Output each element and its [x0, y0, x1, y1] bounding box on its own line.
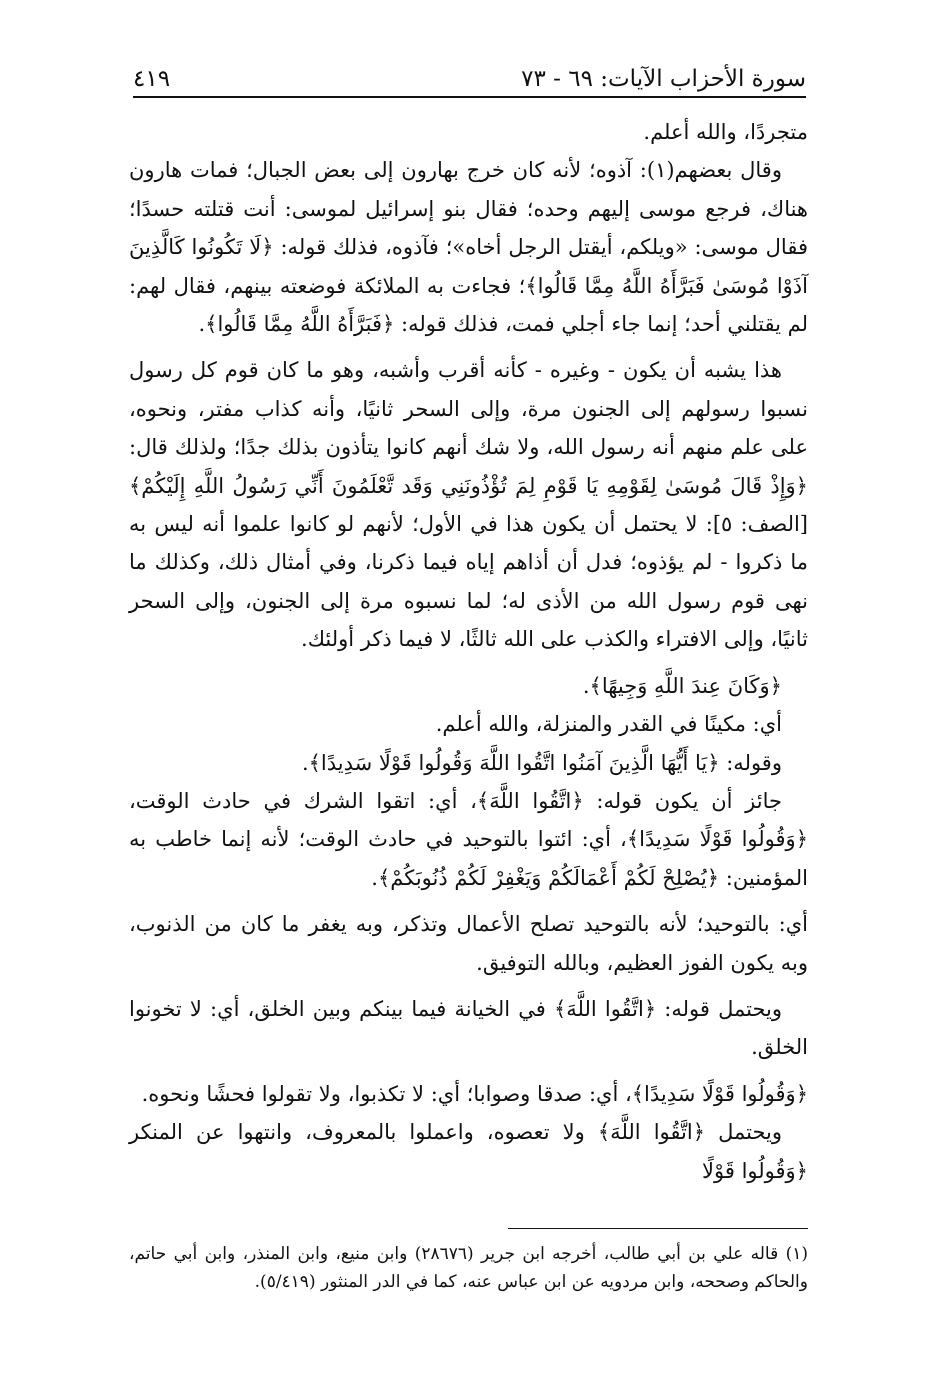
paragraph: هذا يشبه أن يكون - وغيره - كأنه أقرب وأشبه، وهو ما كان قوم كل رسول نسبوا رسولهم إلى الجنون مرة، وإلى السحر ثانيًا، وأنه كذاب مفتر، ونحوه، على علم منهم أنه رسول الله، ولا شك أنهم كانوا يتأذون بذلك جدًا؛ ولذلك قال: ﴿وَإِذْ قَالَ مُوسَىٰ لِقَوْمِهِ يَا قَوْمِ لِمَ تُؤْذُونَنِي وَقَد تَّعْلَمُونَ أَنِّي رَسُولُ اللَّهِ إِلَيْكُمْ﴾ [الصف: ٥]: لا يحتمل أن يكون هذا في الأول؛ لأنهم لو كانوا علموا أنه ليس به ما ذكروا - لم يؤذوه؛ فدل أن أذاهم إياه فيما ذكرنا، وفي أمثال ذلك، وكذلك ما نهى قوم رسول الله من الأذى له؛ لما نسبوه مرة إلى الجنون، وإلى السحر ثانيًا، وإلى الافتراء والكذب على الله ثالثًا، لا فيما ذكر أولئك.	[129, 358, 808, 652]
running-title: سورة الأحزاب الآيات: ٦٩ - ٧٣	[521, 66, 806, 92]
paragraph: وقوله: ﴿يَا أَيُّهَا الَّذِينَ آمَنُوا اتَّقُوا اللَّهَ وَقُولُوا قَوْلًا سَدِيدًا﴾.	[301, 750, 782, 775]
footnote	[129, 1240, 808, 1296]
paragraph: وقال بعضهم(١): آذوه؛ لأنه كان خرج بهارون إلى بعض الجبال؛ فمات هارون هناك، فرجع موسى إليهم وحده؛ فقال بنو إسرائيل لموسى: أنت قتلته حسدًا؛ فقال موسى: «ويلكم، أيقتل الرجل أخاه»؛ فآذوه، فذلك قوله: ﴿لَا تَكُونُوا كَالَّذِينَ آذَوْا مُوسَىٰ فَبَرَّأَهُ اللَّهُ مِمَّا قَالُوا﴾؛ فجاءت به الملائكة فوضعته بينهم، فقال لهم: لم يقتلني أحد؛ إنما جاء أجلي فمت، فذلك قوله: ﴿فَبَرَّأَهُ اللَّهُ مِمَّا قَالُوا﴾.	[129, 158, 808, 337]
paragraph: أي: بالتوحيد؛ لأنه بالتوحيد تصلح الأعمال وتذكر، وبه يغفر ما كان من الذنوب، وبه يكون الفوز العظيم، وبالله التوفيق.	[129, 912, 808, 975]
paragraph: متجردًا، والله أعلم.	[643, 120, 808, 144]
footnote-text: (١) قاله علي بن أبي طالب، أخرجه ابن جرير (٢٨٦٧٦) وابن منيع، وابن المنذر، وابن أبي حاتم، والحاكم وصححه، وابن مردويه عن ابن عباس عنه، كما في الدر المنثور (٥/٤١٩).	[129, 1244, 809, 1292]
quran-verse: ﴿وَكَانَ عِندَ اللَّهِ وَجِيهًا﴾.	[582, 673, 782, 698]
page-header	[133, 52, 806, 98]
footnote-divider	[508, 1228, 808, 1229]
paragraph: أي: مكينًا في القدر والمنزلة، والله أعلم.	[435, 712, 782, 737]
paragraph: ﴿وَقُولُوا قَوْلًا سَدِيدًا﴾، أي: صدقا وصوابا؛ أي: لا تكذبوا، ولا تقولوا فحشًا ونحوه.	[141, 1081, 808, 1106]
paragraph: جائز أن يكون قوله: ﴿اتَّقُوا اللَّهَ﴾، أي: اتقوا الشرك في حادث الوقت، ﴿وَقُولُوا قَوْلًا سَدِيدًا﴾، أي: ائتوا بالتوحيد في حادث الوقت؛ لأنه إنما خاطب به المؤمنين: ﴿يُصْلِحْ لَكُمْ أَعْمَالَكُمْ وَيَغْفِرْ لَكُمْ ذُنُوبَكُمْ﴾.	[129, 788, 808, 890]
main-text	[129, 113, 808, 1190]
paragraph: ويحتمل ﴿اتَّقُوا اللَّهَ﴾ ولا تعصوه، واعملوا بالمعروف، وانتهوا عن المنكر ﴿وَقُولُوا قَوْلًا	[129, 1120, 808, 1183]
paragraph: ويحتمل قوله: ﴿اتَّقُوا اللَّهَ﴾ في الخيانة فيما بينكم وبين الخلق، أي: لا تخونوا الخلق.	[129, 996, 808, 1060]
page-number: ٤١٩	[133, 66, 171, 92]
